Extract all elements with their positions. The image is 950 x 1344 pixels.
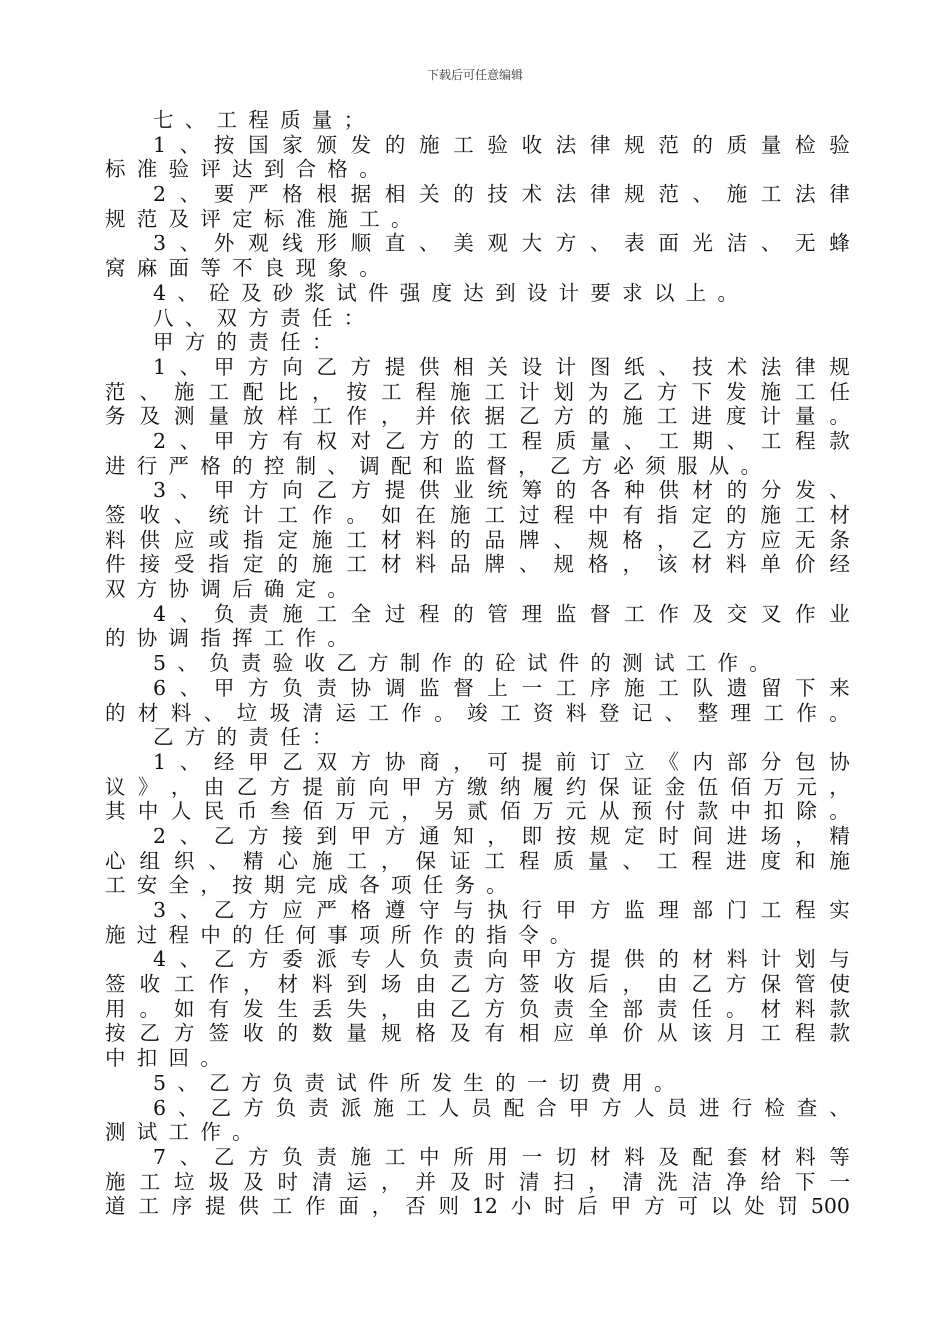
paragraph-line: 料 供 应 或 指 定 施 工 材 料 的 品 牌 、 规 格 ， 乙 方 应 无 条 bbox=[105, 527, 850, 552]
paragraph-line: 1 、 经 甲 乙 双 方 协 商 ， 可 提 前 订 立 《 内 部 分 包 协 bbox=[153, 749, 850, 774]
paragraph-line: 签 收 、 统 计 工 作 。 如 在 施 工 过 程 中 有 指 定 的 施 工 材 bbox=[105, 503, 850, 527]
paragraph-line: 6 、 乙 方 负 责 派 施 工 人 员 配 合 甲 方 人 员 进 行 检 查 、 bbox=[153, 1095, 850, 1120]
paragraph-line: 1 、 按 国 家 颁 发 的 施 工 验 收 法 律 规 范 的 质 量 检 验 bbox=[153, 132, 850, 157]
paragraph-line: 道 工 序 提 供 工 作 面 ， 否 则 12 小 时 后 甲 方 可 以 处 罚 500 bbox=[105, 1194, 850, 1219]
paragraph-line: 1 、 甲 方 向 乙 方 提 供 相 关 设 计 图 纸 、 技 术 法 律 规 bbox=[153, 354, 850, 379]
paragraph-line: 5、乙方负责试件所发生的一切费用。 bbox=[153, 1070, 686, 1095]
paragraph-line: 3 、 外 观 线 形 顺 直 、 美 观 大 方 、 表 面 光 洁 、 无 蜂 bbox=[153, 231, 850, 256]
paragraph-line: 范 、 施 工 配 比 ， 按 工 程 施 工 计 划 为 乙 方 下 发 施 工 任 bbox=[105, 379, 850, 404]
paragraph-line: 其 中 人 民 币 叁 佰 万 元 ， 另 贰 佰 万 元 从 预 付 款 中 扣 除 。 bbox=[105, 799, 850, 824]
paragraph-line: 5、负责验收乙方制作的砼试件的测试工作。 bbox=[153, 651, 782, 676]
paragraph-line: 中扣回。 bbox=[105, 1046, 233, 1071]
paragraph-line: 标准验评达到合格。 bbox=[105, 157, 391, 182]
paragraph-line: 议 》 ， 由 乙 方 提 前 向 甲 方 缴 纳 履 约 保 证 金 伍 佰 万 元 ， bbox=[105, 774, 850, 799]
paragraph-line: 3 、 甲 方 向 乙 方 提 供 业 统 筹 的 各 种 供 材 的 分 发 、 bbox=[153, 478, 850, 503]
paragraph-line: 心 组 织 、 精 心 施 工 ， 保 证 工 程 质 量 、 工 程 进 度 和 施 bbox=[105, 848, 850, 873]
paragraph-line: 规范及评定标准施工。 bbox=[105, 206, 423, 231]
paragraph-line: 甲方的责任： bbox=[153, 330, 344, 355]
paragraph-line: 4 、 负 责 施 工 全 过 程 的 管 理 监 督 工 作 及 交 叉 作 业 bbox=[153, 601, 850, 626]
paragraph-line: 2 、 甲 方 有 权 对 乙 方 的 工 程 质 量 、 工 期 、 工 程 款 bbox=[153, 428, 850, 453]
page-header: 下载后可任意编辑 bbox=[426, 68, 523, 82]
paragraph-line: 进行严格的控制、调配和监督，乙方必须服从。 bbox=[105, 453, 773, 478]
paragraph-line: 施过程中的任何事项所作的指令。 bbox=[105, 922, 582, 947]
paragraph-line: 4、砼及砂浆试件强度达到设计要求以上。 bbox=[153, 280, 750, 305]
paragraph-line: 4 、 乙 方 委 派 专 人 负 责 向 甲 方 提 供 的 材 料 计 划 与 bbox=[153, 947, 850, 972]
paragraph-line: 双方协调后确定。 bbox=[105, 577, 360, 602]
paragraph-line: 用 。 如 有 发 生 丢 失 ， 由 乙 方 负 责 全 部 责 任 。 材 料 款 bbox=[105, 996, 850, 1021]
paragraph-line: 6 、 甲 方 负 责 协 调 监 督 上 一 工 序 施 工 队 遗 留 下 来 bbox=[153, 675, 850, 700]
paragraph-line: 窝麻面等不良现象。 bbox=[105, 256, 391, 281]
paragraph-line: 的 材 料 、 垃 圾 清 运 工 作 。 竣 工 资 料 登 记 、 整 理 工 作 。 bbox=[105, 700, 850, 725]
paragraph-line: 工安全，按期完成各项任务。 bbox=[105, 873, 519, 898]
paragraph-line: 务 及 测 量 放 样 工 作 ， 并 依 据 乙 方 的 施 工 进 度 计 量 。 bbox=[105, 404, 850, 429]
paragraph-line: 2 、 要 严 格 根 据 相 关 的 技 术 法 律 规 范 、 施 工 法 律 bbox=[153, 182, 850, 207]
paragraph-line: 件 接 受 指 定 的 施 工 材 料 品 牌 、 规 格 ， 该 材 料 单 价 经 bbox=[105, 552, 850, 577]
paragraph-line: 施 工 垃 圾 及 时 清 运 ， 并 及 时 清 扫 ， 清 洗 洁 净 给 下 一 bbox=[105, 1169, 850, 1194]
paragraph-line: 3 、 乙 方 应 严 格 遵 守 与 执 行 甲 方 监 理 部 门 工 程 实 bbox=[153, 898, 850, 922]
paragraph-line: 测试工作。 bbox=[105, 1120, 264, 1145]
paragraph-line: 七、工程质量； bbox=[153, 108, 376, 132]
paragraph-line: 按 乙 方 签 收 的 数 量 规 格 及 有 相 应 单 价 从 该 月 工 程 款 bbox=[105, 1021, 850, 1046]
paragraph-line: 7 、 乙 方 负 责 施 工 中 所 用 一 切 材 料 及 配 套 材 料 等 bbox=[153, 1144, 850, 1169]
paragraph-line: 乙方的责任： bbox=[153, 725, 344, 750]
document-body bbox=[105, 108, 850, 1219]
paragraph-line: 的协调指挥工作。 bbox=[105, 626, 360, 651]
paragraph-line: 签 收 工 作 ， 材 料 到 场 由 乙 方 签 收 后 ， 由 乙 方 保 管 使 bbox=[105, 972, 850, 997]
paragraph-line: 八、双方责任： bbox=[153, 305, 376, 330]
paragraph-line: 2 、 乙 方 接 到 甲 方 通 知 ， 即 按 规 定 时 间 进 场 ， 精 bbox=[153, 823, 850, 848]
